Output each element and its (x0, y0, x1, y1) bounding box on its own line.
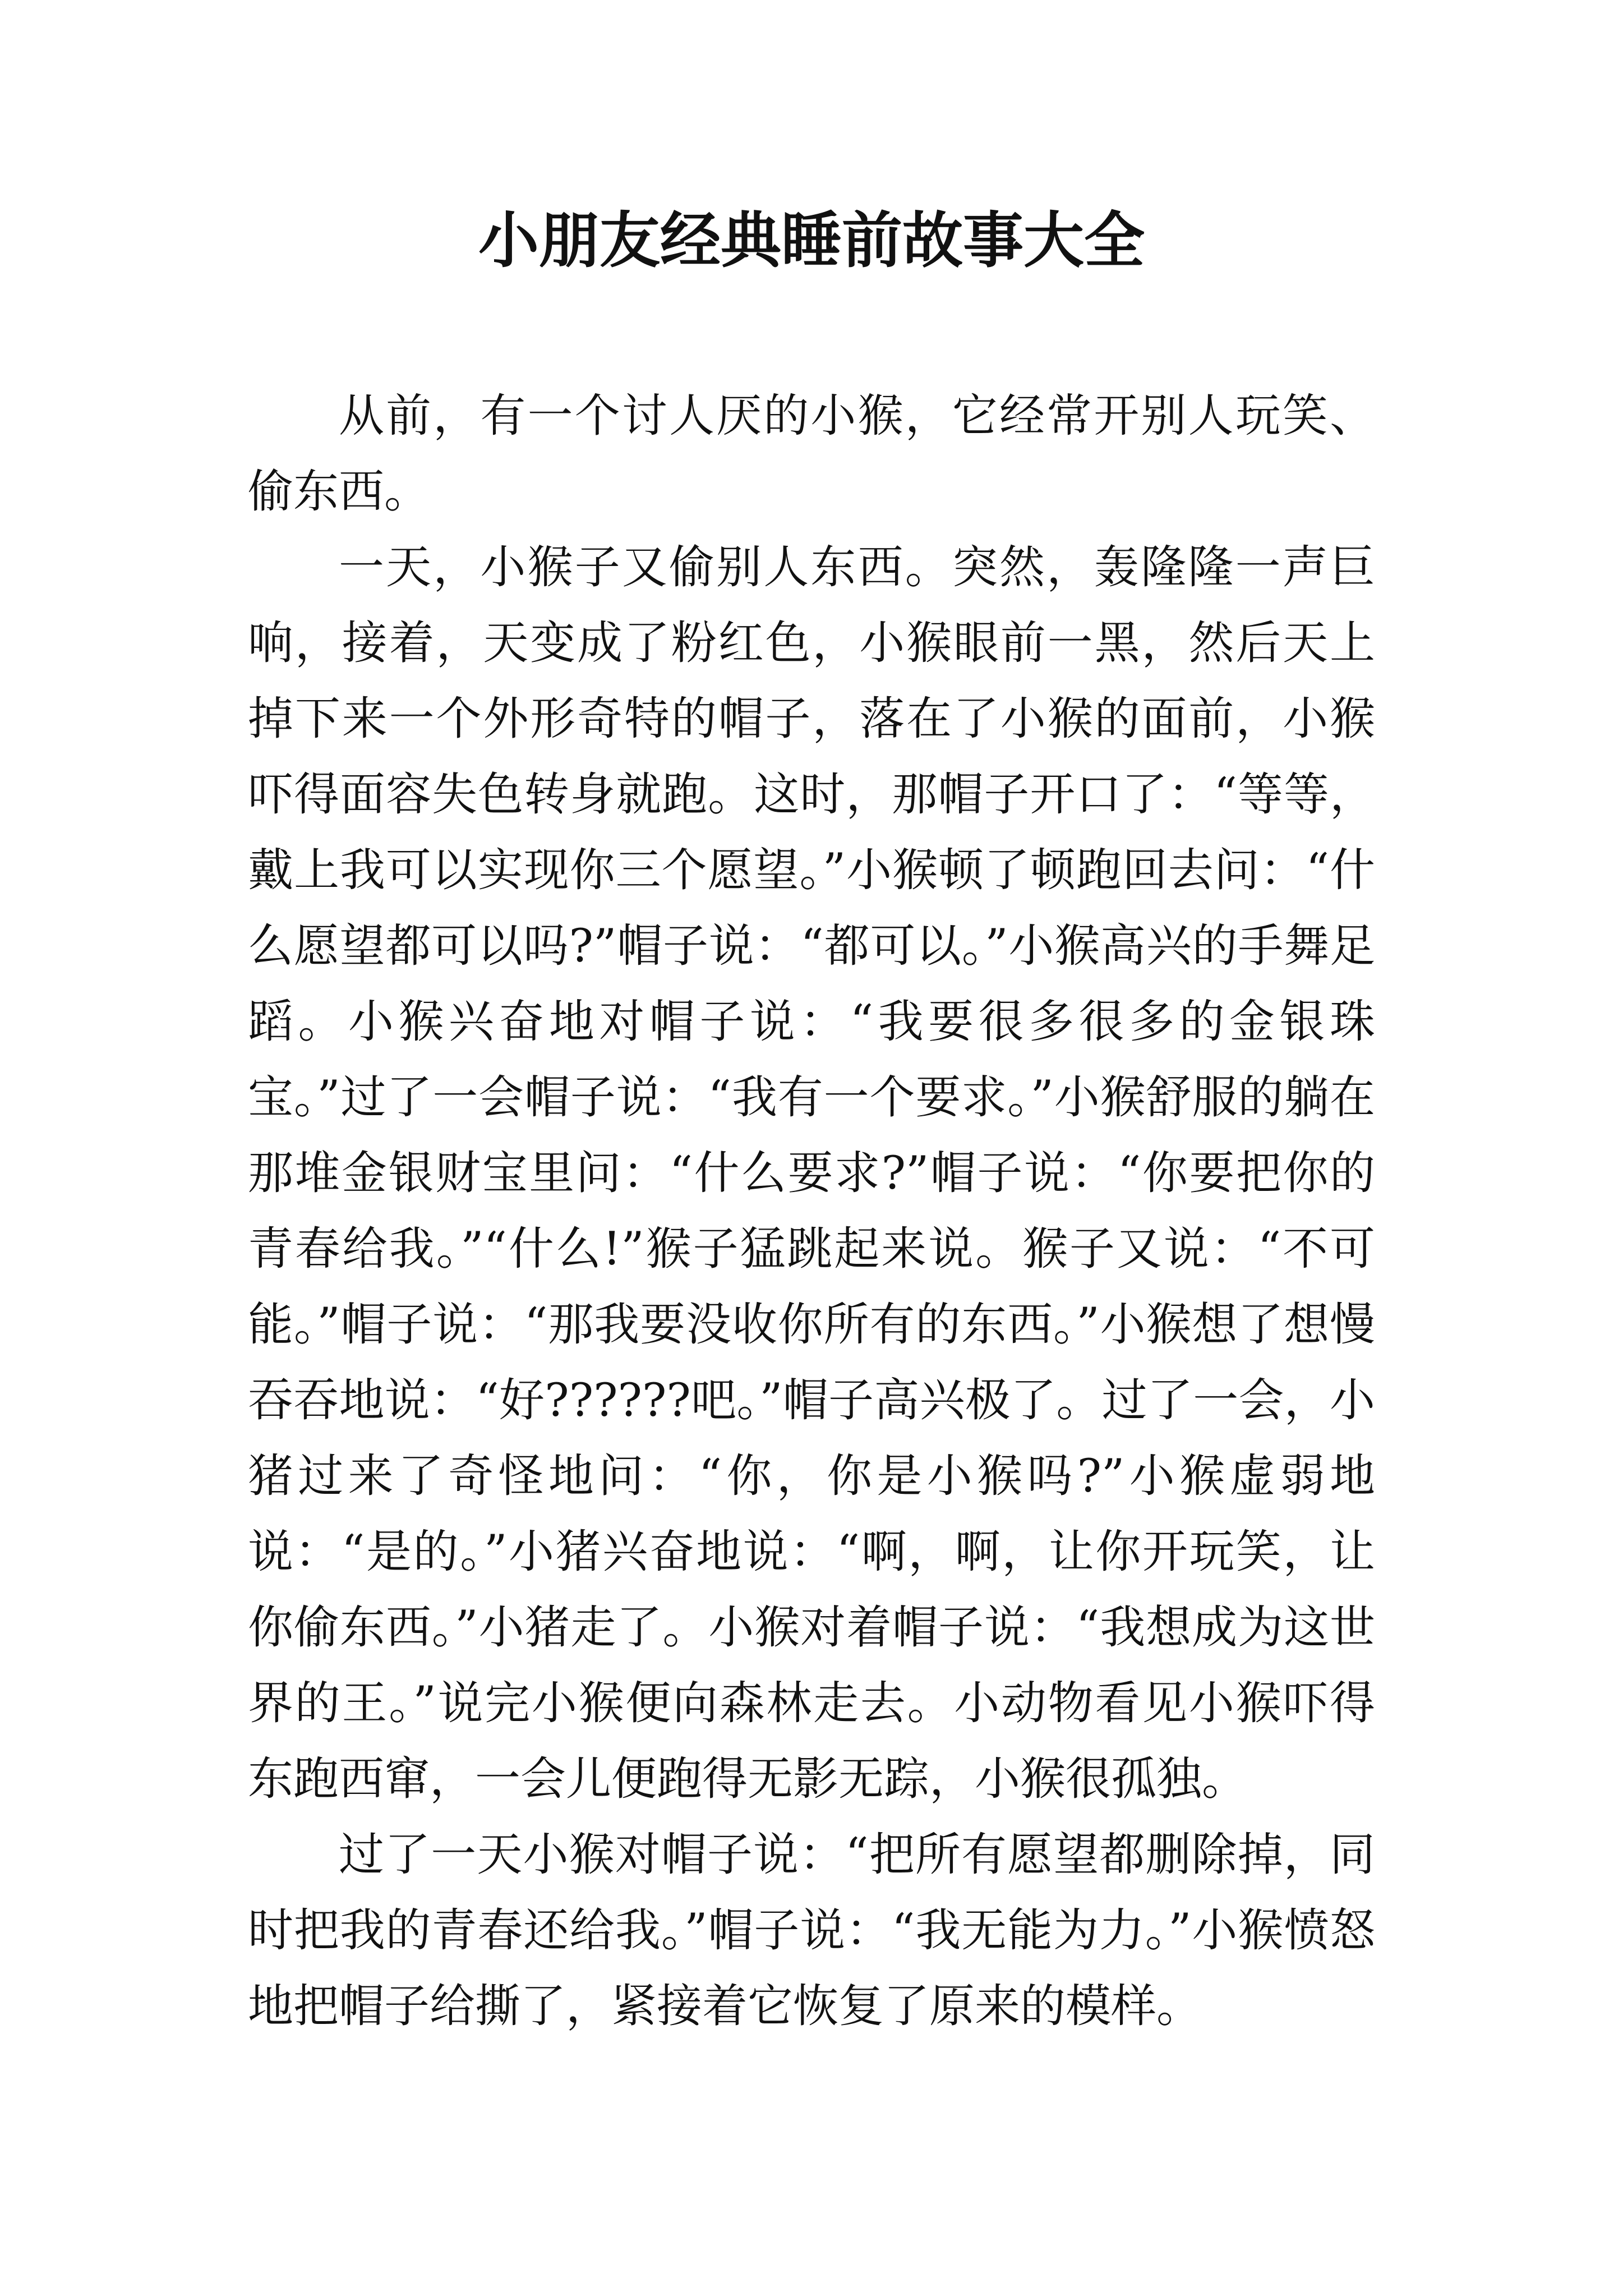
paragraph: 过了一天小猴对帽子说：“把所有愿望都删除掉，同时把我的青春还给我。”帽子说：“我无能为力。”小猴愤怒地把帽子给撕了，紧接着它恢复了原来的模样。 (248, 1829, 1375, 2033)
paragraph: 从前，有一个讨人厌的小猴，它经常开别人玩笑、偷东西。 (248, 390, 1375, 518)
paragraph: 一天，小猴子又偷别人东西。突然，轰隆隆一声巨响，接着，天变成了粉红色，小猴眼前一黑，然后天上掉下来一个外形奇特的帽子，落在了小猴的面前，小猴吓得面容失色转身就跑。这时，那帽子开口了：“等等，戴上我可以实现你三个愿望。”小猴顿了顿跑回去问：“什么愿望都可以吗?”帽子说：“都可以。”小猴高兴的手舞足蹈。小猴兴奋地对帽子说：“我要很多很多的金银珠宝。”过了一会帽子说：“我有一个要求。”小猴舒服的躺在那堆金银财宝里问：“什么要求?”帽子说：“你要把你的青春给我。”“什么!”猴子猛跳起来说。猴子又说：“不可能。”帽子说：“那我要没收你所有的东西。”小猴想了想慢吞吞地说：“好??????吧。”帽子高兴极了。过了一会，小猪过来了奇怪地问：“你，你是小猴吗?”小猴虚弱地说：“是的。”小猪兴奋地说：“啊，啊，让你开玩笑，让你偷东西。”小猪走了。小猴对着帽子说：“我想成为这世界的王。”说完小猴便向森林走去。小动物看见小猴吓得东跑西窜，一会儿便跑得无影无踪，小猴很孤独。 (248, 541, 1375, 1806)
document-title: 小朋友经典睡前故事大全 (478, 206, 1145, 276)
document-body (248, 379, 1375, 2045)
